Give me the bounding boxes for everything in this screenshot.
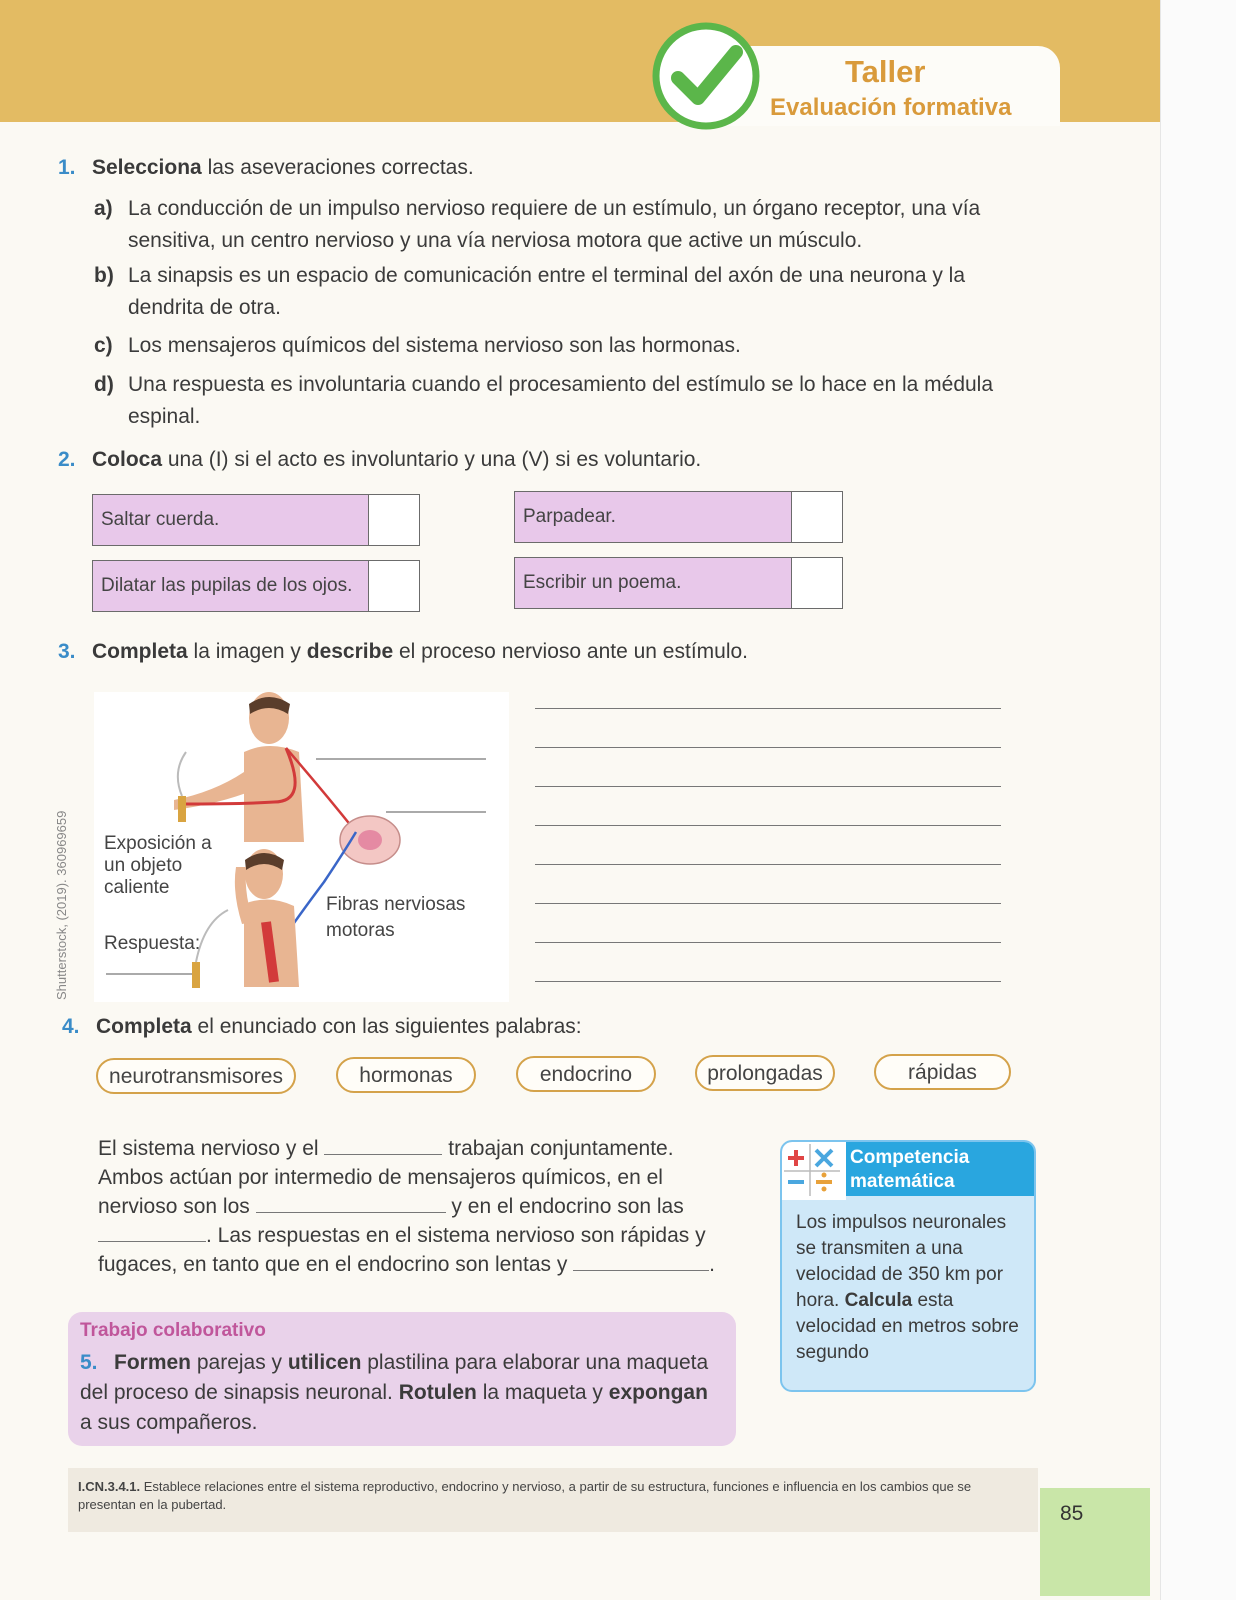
blank-3[interactable] <box>98 1223 206 1242</box>
collaborative-work-box <box>68 1312 736 1446</box>
answer-line[interactable] <box>535 825 1001 826</box>
blank-1[interactable] <box>324 1136 442 1155</box>
answer-box[interactable] <box>368 495 419 545</box>
answer-box[interactable] <box>368 561 419 611</box>
statement-letter: d) <box>94 373 114 396</box>
question-4 <box>62 1015 582 1039</box>
page-edge <box>1160 0 1236 1600</box>
competency-header <box>782 1142 1034 1196</box>
question-2 <box>58 448 701 472</box>
page-number-tab <box>1040 1488 1150 1596</box>
question-1 <box>58 156 474 180</box>
statement-letter: b) <box>94 264 114 287</box>
answer-line[interactable] <box>535 786 1001 787</box>
act-row <box>514 557 843 609</box>
statement-letter: c) <box>94 334 113 357</box>
collaborative-title: Trabajo colaborativo <box>80 1320 266 1341</box>
word-chip: endocrino <box>516 1056 656 1092</box>
question-number: 1. <box>58 156 76 179</box>
indicator-text: I.CN.3.4.1. Establece relaciones entre el sistema reproductivo, endocrino y nervioso, a partir de su estructura, funciones e influencia en los cambios que se presentan en la pubertad. <box>78 1479 972 1512</box>
statement-c[interactable] <box>94 330 1014 362</box>
figure-label-response: Respuesta: <box>104 933 201 954</box>
question-number: 3. <box>58 640 76 663</box>
blank-2[interactable] <box>256 1194 446 1213</box>
instruction-verb: Completa <box>92 640 188 663</box>
act-row <box>514 491 843 543</box>
image-credit: Shutterstock, (2019). 360969659 <box>54 810 69 1000</box>
instruction-verb: Coloca <box>92 448 163 471</box>
page-number: 85 <box>1060 1502 1084 1525</box>
checkmark-icon <box>652 22 760 130</box>
answer-line[interactable] <box>535 942 1001 943</box>
math-operators-icon <box>780 1140 846 1200</box>
footer-indicator <box>68 1468 1038 1532</box>
instruction-text: la imagen y <box>187 640 307 663</box>
answer-line[interactable] <box>535 864 1001 865</box>
act-label: Escribir un poema. <box>523 572 682 593</box>
act-label: Parpadear. <box>523 506 616 527</box>
statement-text: La conducción de un impulso nervioso requiere de un estímulo, un órgano receptor, una vía sensitiva, un centro nervioso y una vía nerviosa motora que active un músculo. <box>128 197 981 252</box>
fill-in-paragraph: El sistema nervioso y el trabajan conjuntamente. Ambos actúan por intermedio de mensajeros químicos, en el nervioso son los y en el endocrino son las . Las respuestas en el sistema nervioso son rápidas y fugaces, en tanto que en el endocrino son lentas y . <box>98 1137 716 1276</box>
statement-text: La sinapsis es un espacio de comunicación entre el terminal del axón de una neurona y la dendrita de otra. <box>128 264 966 319</box>
figure-label-motor-fibers: Fibras nerviosas motoras <box>326 894 466 941</box>
act-row <box>92 560 420 612</box>
instruction-text: el proceso nervioso ante un estímulo. <box>393 640 749 663</box>
reflex-arc-figure <box>94 692 509 1002</box>
instruction-text: una (I) si el acto es involuntario y una (V) si es voluntario. <box>162 448 702 471</box>
page-title: Taller <box>845 54 926 89</box>
blank-4[interactable] <box>573 1252 709 1271</box>
word-chip: prolongadas <box>695 1055 835 1091</box>
statement-text: Una respuesta es involuntaria cuando el procesamiento del estímulo se lo hace en la médula espinal. <box>128 373 994 428</box>
act-label: Saltar cuerda. <box>101 509 220 530</box>
math-competency-box <box>780 1140 1036 1392</box>
collaborative-text: 5. Formen parejas y utilicen plastilina para elaborar una maqueta del proceso de sinapsis neuronal. Rotulen la maqueta y expongan a sus compañeros. <box>80 1348 720 1438</box>
answer-line[interactable] <box>535 903 1001 904</box>
answer-line[interactable] <box>535 747 1001 748</box>
answer-box[interactable] <box>791 558 842 608</box>
instruction-verb: describe <box>306 640 394 663</box>
statement-b[interactable] <box>94 260 1014 324</box>
statement-letter: a) <box>94 197 113 220</box>
question-3 <box>58 640 748 664</box>
question-number: 4. <box>62 1015 80 1038</box>
figure-label-exposure: Exposición a un objeto caliente <box>104 833 212 898</box>
word-chip: rápidas <box>874 1054 1011 1090</box>
competency-text: Los impulsos neuronales se transmiten a una velocidad de 350 km por hora. Calcula esta velocidad en metros sobre segundo <box>796 1212 1019 1363</box>
statement-d[interactable] <box>94 369 1014 433</box>
instruction-text: el enunciado con las siguientes palabras: <box>191 1015 582 1038</box>
act-label: Dilatar las pupilas de los ojos. <box>101 575 353 596</box>
competency-title: Competencia matemática <box>850 1147 970 1192</box>
statement-text: Los mensajeros químicos del sistema nervioso son las hormonas. <box>128 334 741 357</box>
word-chip: neurotransmisores <box>96 1058 296 1094</box>
page-subtitle: Evaluación formativa <box>770 94 1012 121</box>
answer-box[interactable] <box>791 492 842 542</box>
question-number: 2. <box>58 448 76 471</box>
instruction-verb: Selecciona <box>92 156 202 179</box>
answer-line[interactable] <box>535 708 1001 709</box>
instruction-text: las aseveraciones correctas. <box>201 156 474 179</box>
statement-a[interactable] <box>94 193 1014 257</box>
instruction-verb: Completa <box>96 1015 192 1038</box>
word-chip: hormonas <box>336 1057 476 1093</box>
act-row <box>92 494 420 546</box>
question-number: 5. <box>80 1351 98 1374</box>
answer-line[interactable] <box>535 981 1001 982</box>
